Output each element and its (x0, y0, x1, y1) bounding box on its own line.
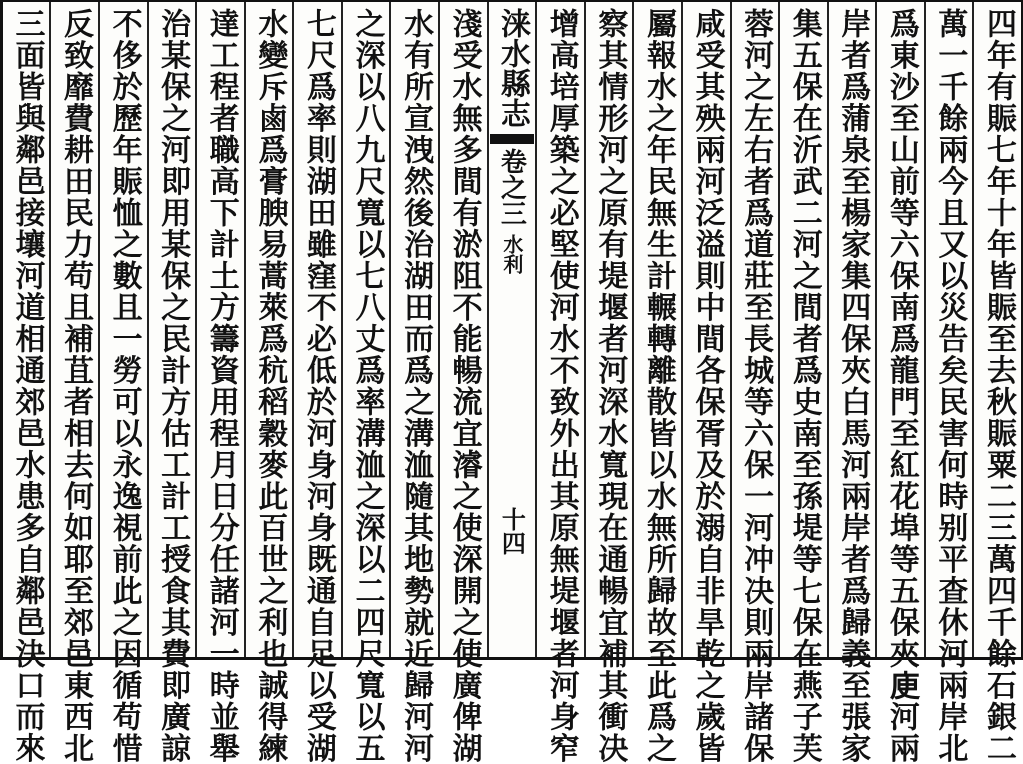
text-line: 淺受水無多間有淤阻不能暢流宜濬之使深開之使廣俾湖 (446, 8, 482, 764)
text-column (632, 2, 681, 764)
text-line: 之深以八九尺寬以七八丈爲率溝洫之深以二四尺寬以五 (349, 8, 385, 764)
text-column (778, 2, 827, 764)
text-line: 四年有賑七年十年皆賑至去秋賑粟二三萬四千餘石銀二 (981, 8, 1016, 764)
text-column (389, 2, 438, 764)
text-column (972, 2, 1021, 764)
text-column (535, 2, 584, 764)
book-title: 涞水縣志 (494, 8, 530, 128)
text-column (584, 2, 633, 764)
text-column (341, 2, 390, 764)
text-column (195, 2, 244, 764)
text-line: 水變斥鹵爲膏腴易蒿萊爲秔稻穀麥此百世之利也誠得練 (252, 8, 288, 764)
text-line: 水有所宣洩然後治湖田而爲之溝洫隨其地勢就近歸河河 (398, 8, 434, 764)
text-line: 增高培厚築之必堅使河水不致外出其原無堤堰者河身窄 (543, 8, 579, 764)
text-line: 達工程者職高下計土方籌資用程月日分任諸河一時並舉 (203, 8, 239, 764)
text-column (875, 2, 924, 764)
text-line: 岸者爲蒲泉至楊家集四保夾白馬河兩岸者爲歸義至張家 (835, 8, 871, 764)
text-columns (3, 2, 1021, 764)
volume-label: 卷之三 (496, 148, 527, 226)
text-column (681, 2, 730, 764)
text-column (3, 2, 50, 764)
text-column (924, 2, 973, 764)
text-column (292, 2, 341, 764)
text-line: 爲東沙至山前等六保南爲龍門至紅花埠等五保夾𢈔河兩 (883, 8, 919, 764)
text-column (730, 2, 779, 764)
leaf-number: 十四 (497, 507, 527, 555)
text-column (244, 2, 293, 764)
text-column (147, 2, 196, 764)
volume-heading (493, 148, 530, 226)
text-line: 反致靡費耕田民力苟且補苴者相去何如耶至郊邑東西北 (58, 8, 94, 764)
text-column (827, 2, 876, 764)
text-line: 治某保之河即用某保之民計方估工計工授食其費即廣諒 (155, 8, 191, 764)
page-header-column (487, 2, 536, 657)
text-column (438, 2, 487, 764)
text-line: 萬一千餘兩今且又以災告矣民害何時别平查休河兩岸北 (932, 8, 968, 764)
text-line: 察其情形河之原有堤堰者河深水寬現在通暢宜補其衝决 (592, 8, 628, 764)
fishtail-mark (490, 134, 534, 144)
text-line: 集五保在沂武二河之間者爲史南至孫堤等七保在燕子芙 (786, 8, 822, 764)
text-line: 七尺爲率則湖田雖窪不必低於河身河身既通自足以受湖 (300, 8, 336, 764)
text-line: 三面皆與鄰邑接壤河道相通郊邑水患多自鄰邑決口而來 (9, 8, 45, 764)
text-column (49, 2, 98, 764)
section-label: 水利 (499, 234, 524, 274)
text-line: 不侈於歷年賑恤之數且一勞可以永逸視前此之因循苟惜 (106, 8, 142, 764)
text-line: 屬報水之年民無生計輾轉離散皆以水無所歸故至此爲之 (640, 8, 676, 764)
text-line: 咸受其殃兩河泛溢則中間各保胥及於溺自非旱乾之歲皆 (689, 8, 725, 764)
text-line: 蓉河之左右者爲道莊至長城等六保一河冲决則兩岸諸保 (738, 8, 774, 764)
text-column (98, 2, 147, 764)
